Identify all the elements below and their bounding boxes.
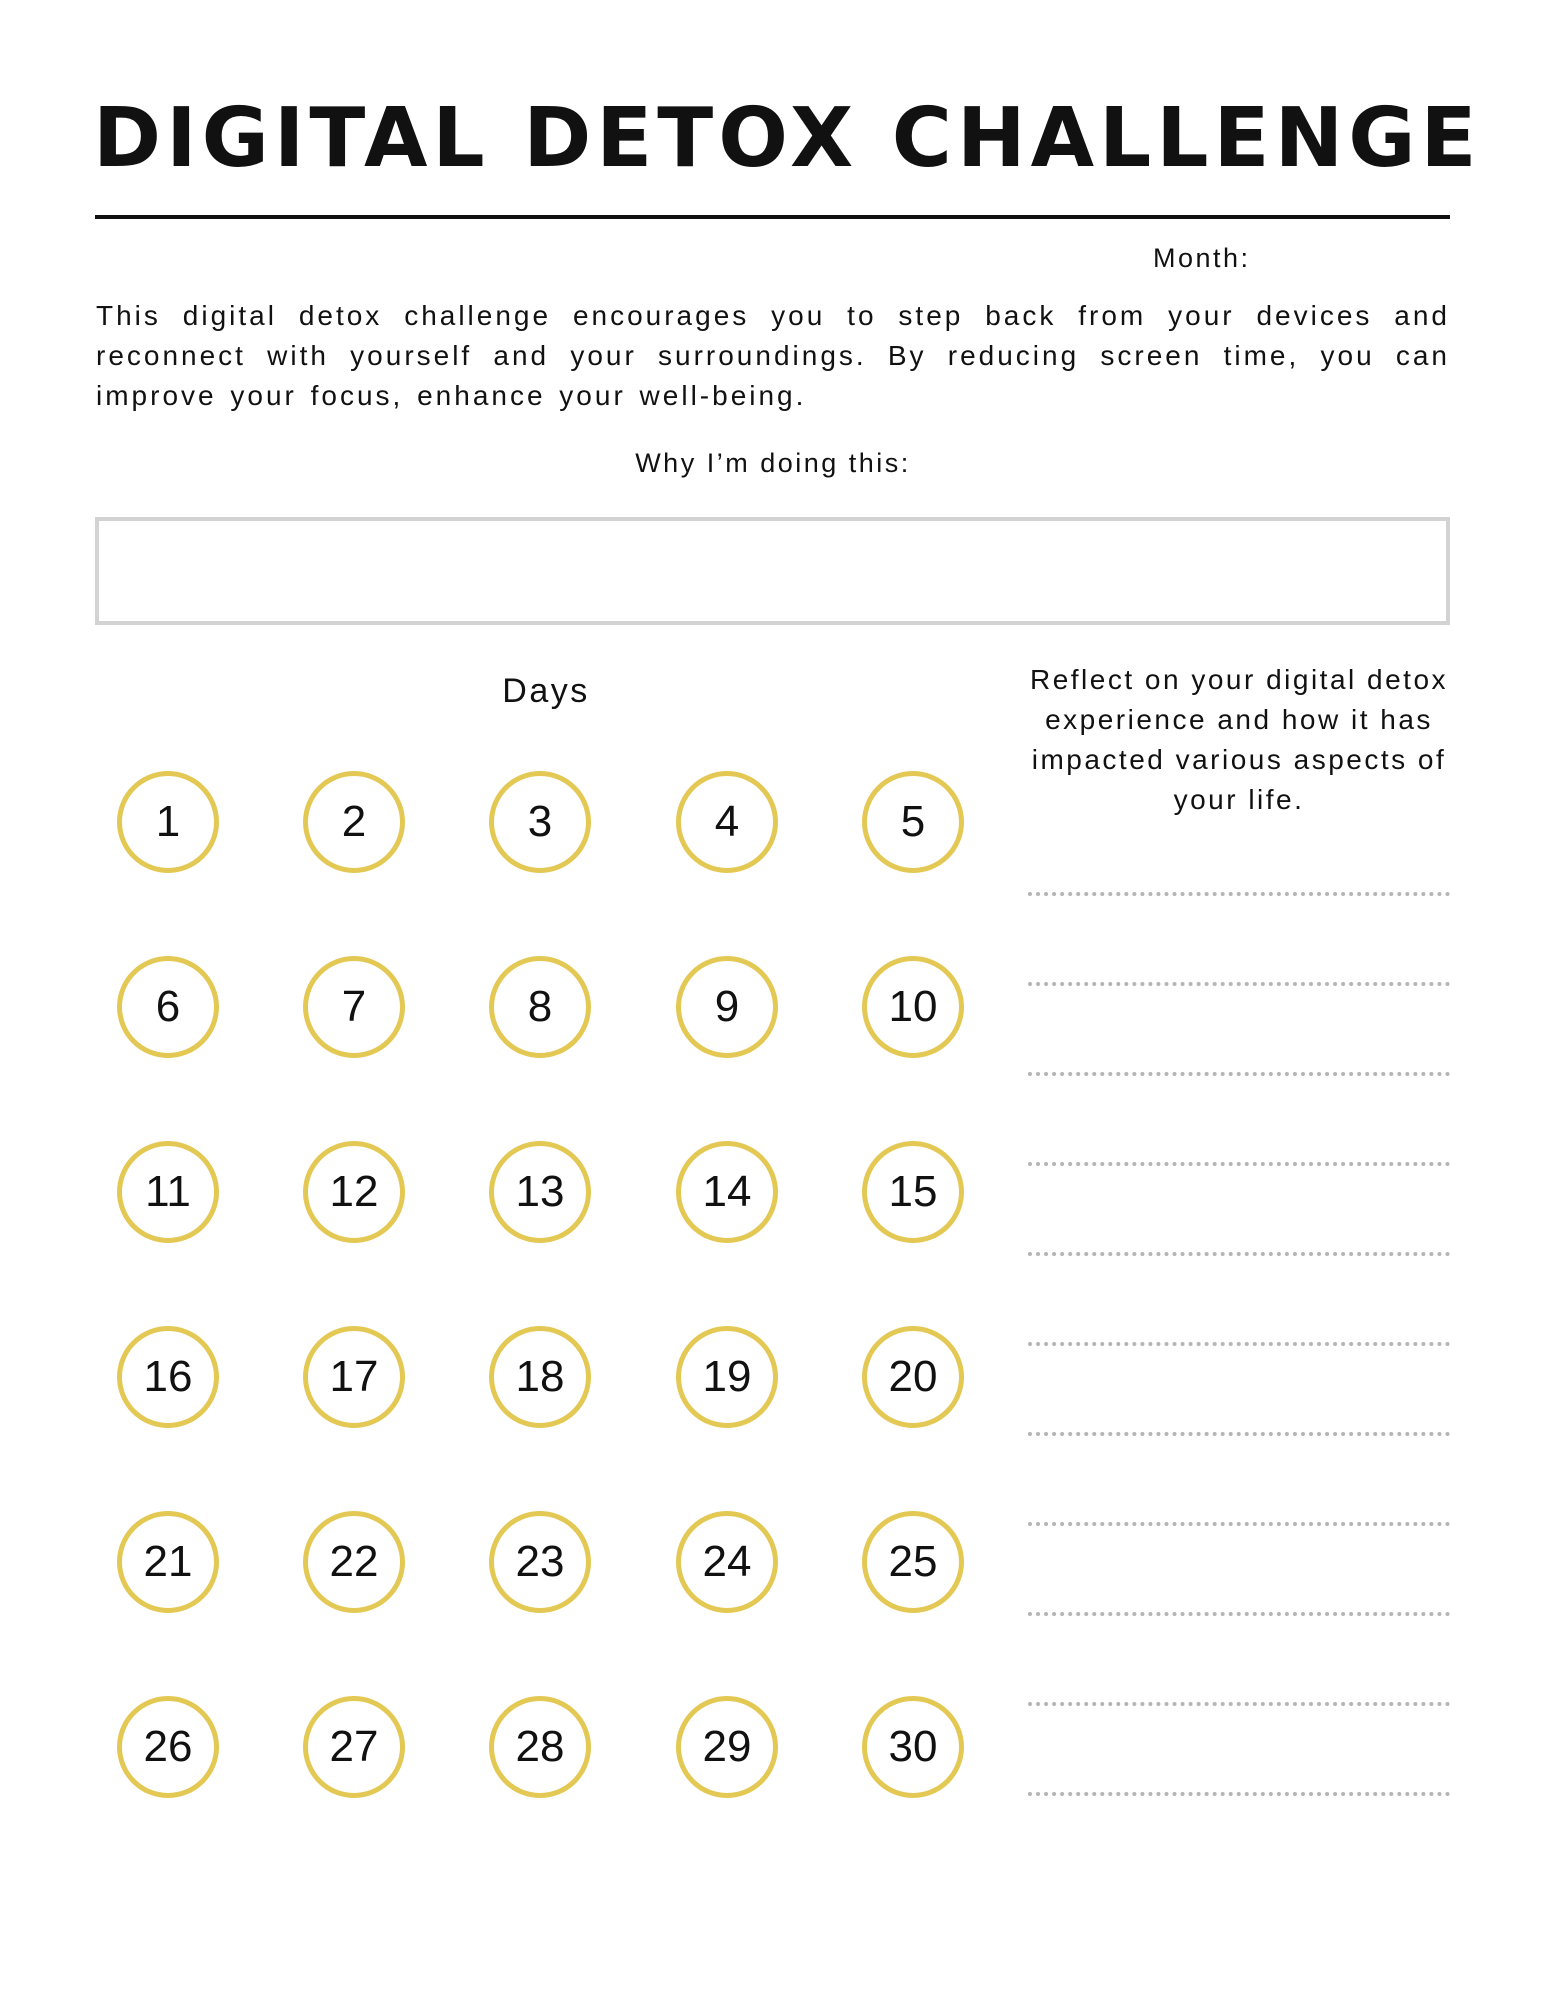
intro-paragraph: This digital detox challenge encourages you to step back from your devices and reconnect with yourself and your surroundings. By reducing screen time, you can improve your focus, enhance your well-being.	[96, 300, 1450, 411]
title-divider	[95, 215, 1450, 219]
reflection-line[interactable]	[1028, 1162, 1450, 1166]
day-circle-3[interactable]: 3	[489, 771, 591, 873]
day-circle-26[interactable]: 26	[117, 1696, 219, 1798]
day-circle-17[interactable]: 17	[303, 1326, 405, 1428]
day-circle-11[interactable]: 11	[117, 1141, 219, 1243]
reflection-line[interactable]	[1028, 1252, 1450, 1256]
day-circle-5[interactable]: 5	[862, 771, 964, 873]
days-heading: Days	[502, 672, 590, 710]
day-circle-18[interactable]: 18	[489, 1326, 591, 1428]
day-circle-2[interactable]: 2	[303, 771, 405, 873]
day-circle-28[interactable]: 28	[489, 1696, 591, 1798]
reflection-prompt: Reflect on your digital detox experience and how it has impacted various aspects of your life.	[1029, 664, 1449, 815]
reflection-line[interactable]	[1028, 1522, 1450, 1526]
day-circle-20[interactable]: 20	[862, 1326, 964, 1428]
day-circle-7[interactable]: 7	[303, 956, 405, 1058]
reflection-line[interactable]	[1028, 1432, 1450, 1436]
day-circle-16[interactable]: 16	[117, 1326, 219, 1428]
day-circle-19[interactable]: 19	[676, 1326, 778, 1428]
day-circle-1[interactable]: 1	[117, 771, 219, 873]
day-circle-14[interactable]: 14	[676, 1141, 778, 1243]
why-label: Why I’m doing this:	[635, 448, 911, 478]
why-input-box[interactable]	[95, 517, 1450, 625]
day-circle-21[interactable]: 21	[117, 1511, 219, 1613]
day-circle-12[interactable]: 12	[303, 1141, 405, 1243]
day-circle-30[interactable]: 30	[862, 1696, 964, 1798]
reflection-line[interactable]	[1028, 1702, 1450, 1706]
day-circle-13[interactable]: 13	[489, 1141, 591, 1243]
page-title: DIGITAL DETOX CHALLENGE	[93, 91, 1482, 186]
day-circle-15[interactable]: 15	[862, 1141, 964, 1243]
day-circle-4[interactable]: 4	[676, 771, 778, 873]
day-circle-23[interactable]: 23	[489, 1511, 591, 1613]
day-circle-25[interactable]: 25	[862, 1511, 964, 1613]
reflection-line[interactable]	[1028, 892, 1450, 896]
day-circle-27[interactable]: 27	[303, 1696, 405, 1798]
month-label: Month:	[1153, 243, 1251, 273]
day-circle-10[interactable]: 10	[862, 956, 964, 1058]
day-circle-6[interactable]: 6	[117, 956, 219, 1058]
reflection-line[interactable]	[1028, 982, 1450, 986]
day-circle-29[interactable]: 29	[676, 1696, 778, 1798]
day-circle-8[interactable]: 8	[489, 956, 591, 1058]
reflection-line[interactable]	[1028, 1612, 1450, 1616]
day-circle-9[interactable]: 9	[676, 956, 778, 1058]
reflection-line[interactable]	[1028, 1072, 1450, 1076]
reflection-line[interactable]	[1028, 1342, 1450, 1346]
day-circle-24[interactable]: 24	[676, 1511, 778, 1613]
day-circle-22[interactable]: 22	[303, 1511, 405, 1613]
reflection-line[interactable]	[1028, 1792, 1450, 1796]
